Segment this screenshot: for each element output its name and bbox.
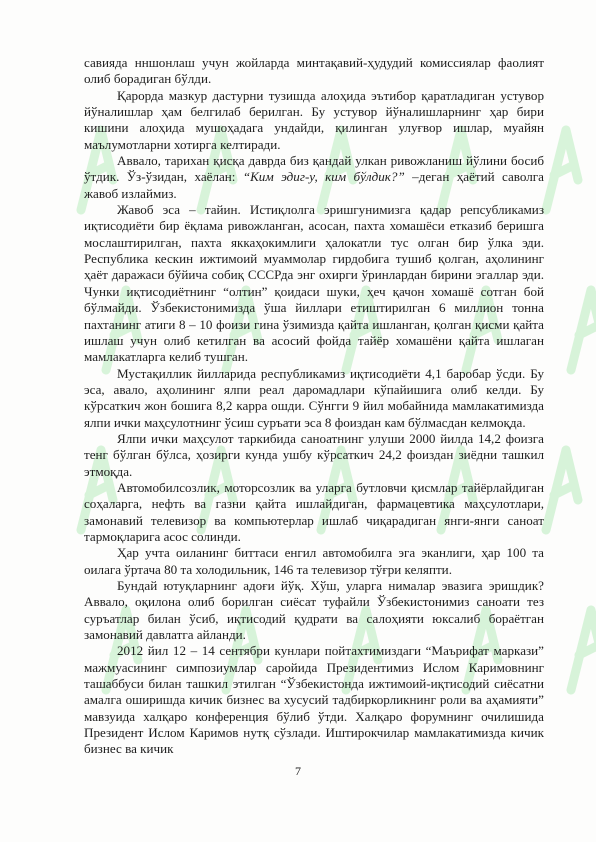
body-text [84, 55, 544, 758]
page-number: 7 [295, 764, 301, 778]
watermark-mark [571, 290, 596, 370]
paragraph-6: Ялпи ички маҳсулот таркибида саноатнинг улуши 2000 йилда 14,2 фоизга тенг бўлган бўлса, ҳозирги кунда ушбу кўрсаткич 24,2 фоиздан зиёдни ташкил этмоқда. [84, 430, 544, 479]
quote-emphasis: “Ким эдиг-у, ким бўлдик?” [242, 169, 405, 185]
paragraph-1: савияда нншонлаш учун жойларда минтақавий-ҳудудий комиссиялар фаолият олиб борадиган бўлди. [84, 55, 544, 87]
paragraph-2: Қарорда мазкур дастурни тузишда алоҳида эътибор қаратладиган устувор йўналишлар ҳам белгилаб берилган. Бу устувор йўналишларнинг ҳар бири кишини алоҳида мушоҳадага ундайди, қилинган улуғвор ишлар, муайян маълумотларни хотирга келтиради. [84, 87, 544, 152]
watermark-mark [546, 130, 578, 210]
paragraph-5: Мустақиллик йилларида республикамиз иқтисодиёти 4,1 баробар ўсди. Бу эса, авало, аҳолининг ялпи реал даромадлари кўпайишига олиб келди. Бу кўрсаткич жон бошига 8,2 карра ошди. Сўнгги 9 йил мобайнида мамлакатимизда ялпи ички маҳсулотнинг ўсиш суръати эса 8 фоиздан кам бўлмасдан келмоқда. [84, 365, 544, 430]
paragraph-8: Ҳар учта оиланинг биттаси енгил автомобилга эга эканлиги, ҳар 100 та оилага ўртача 80 та холодильник, 146 та телевизор тўғри келяпти. [84, 545, 544, 577]
paragraph-7: Автомобилсозлик, моторсозлик ва уларга бутловчи қисмлар тайёрлайдиган соҳаларга, нефть ва газни қайта ишлайдиган, фармацевтика маҳсулотлари, замонавий телевизор ва компьютерлар ишлаб чиқарадиган янги-янги саноат тармоқларига асос солинди. [84, 479, 544, 544]
paragraph-4: Жавоб эса – тайин. Истиқлолга эришгунимизга қадар репсубликамиз иқтисодиёти бир ёқлама ривожланган, асосан, пахта хомашёси етказиб беришга мослаштирилган, пахта яккаҳокимлиги ҳалокатли тус олган бир ўлка эди. Республика кескин ижтимоий муаммолар гирдобига тушиб қолган, аҳолининг ҳаёт даражаси бўйича собиқ СССРда энг охирги ўринлардан бирини эгаллар эди. Чунки иқтисодиётнинг “олтин” қоидаси шуки, ҳеч қачон хомашё сотган бой бўлмайди. Ўзбекистонимизда ўша йиллари етиштирилган 6 миллион тонна пахтанинг атиги 8 – 10 фоизи гина ўзимизда қайта ишланган, қолган қисми қайта ишлаш учун олиб кетилган ва асосий фойда тайёр хомашёни қайта ишлаган мамлакатларга келиб тушган. [84, 202, 544, 365]
paragraph-10: 2012 йил 12 – 14 сентябри кунлари пойтахтимиздаги “Маърифат маркази” мажмуасининг симпозиумлар саройида Президентимиз Ислом Каримовнинг ташаббуси билан ташкил этилган “Ўзбекистонда ижтимоий-иқтисодий сиёсатни амалга оширишда кичик бизнес ва хусусий тадбиркорликнинг роли ва аҳамияти” мавзуида халқаро конференция бўлиб ўтди. Халқаро форумнинг очилишида Президент Ислом Каримов нутқ сўзлади. Иштирокчилар мамлакатимизда кичик бизнес ва кичик [84, 643, 544, 757]
paragraph-3: Аввало, тарихан қисқа даврда биз қандай улкан ривожланиш йўлини босиб ўтдик. Ўз-ўзидан, хаёлан: “Ким эдиг-у, ким бўлдик?” –деган ҳаётий саволга жавоб излаймиз. [84, 153, 544, 201]
paragraph-9: Бундай ютуқларнинг адоғи йўқ. Хўш, уларга нималар эвазига эришдик? Аввало, оқилона олиб борилган сиёсат туфайли Ўзбекистонимиз саноати тез суръатлар билан ўсиб, иқтисодий қудрати ва салоҳияти юксалиб бораётган замонавий давлатга айланди. [84, 578, 544, 643]
watermark-mark [546, 450, 578, 530]
watermark-mark [571, 610, 596, 690]
